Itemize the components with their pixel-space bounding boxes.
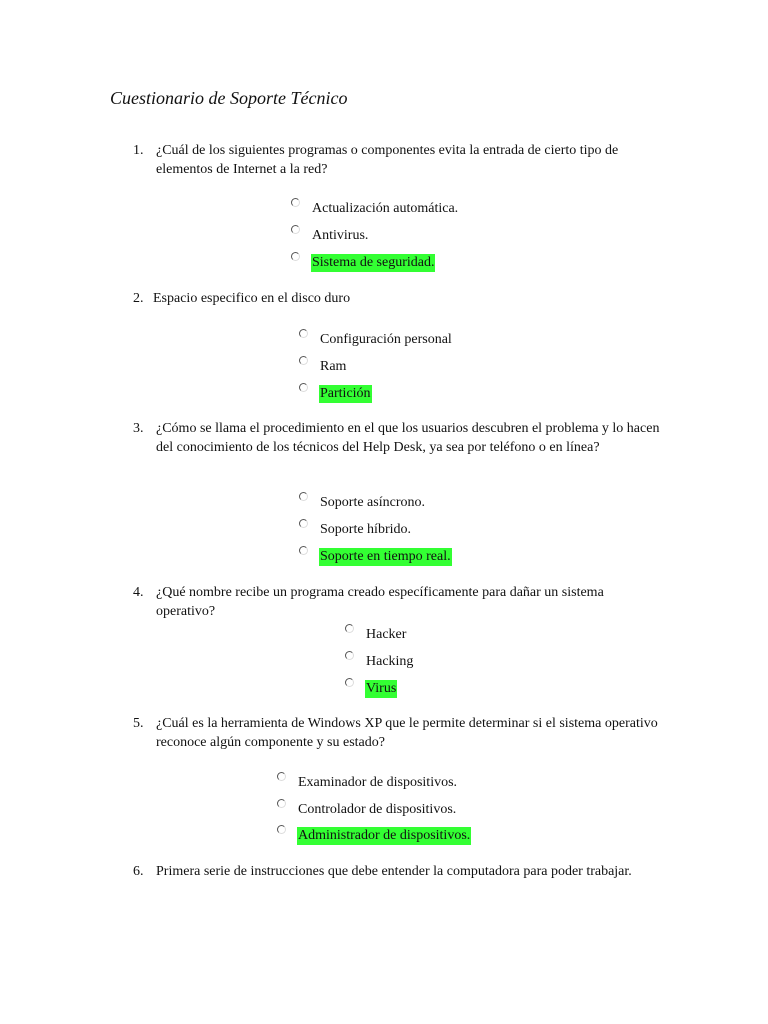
- radio-button[interactable]: [345, 678, 354, 687]
- question-text: ¿Cómo se llama el procedimiento en el que los usuarios descubren el problema y lo hacen del conocimiento de los técnicos del Help Desk, ya sea por teléfono o en línea?: [156, 421, 660, 455]
- answer-option-label: Administrador de dispositivos.: [298, 828, 471, 843]
- answer-option-label: Partición: [320, 386, 371, 401]
- answer-option-label: Hacker: [366, 627, 407, 642]
- radio-button[interactable]: [291, 225, 300, 234]
- question-3: [133, 420, 663, 478]
- answer-option-label: Sistema de seguridad.: [312, 255, 435, 270]
- radio-button[interactable]: [299, 329, 308, 338]
- page-title: Cuestionario de Soporte Técnico: [110, 88, 348, 108]
- radio-button[interactable]: [299, 356, 308, 365]
- radio-button[interactable]: [299, 519, 308, 528]
- answer-option-label: Configuración personal: [320, 332, 452, 347]
- question-4: [133, 584, 663, 624]
- answer-option-label: Controlador de dispositivos.: [298, 802, 457, 817]
- answer-option-label: Hacking: [366, 654, 414, 669]
- question-number: 4.: [133, 585, 144, 600]
- question-text: Primera serie de instrucciones que debe entender la computadora para poder trabajar.: [156, 864, 632, 879]
- question-number: 5.: [133, 716, 144, 731]
- radio-button[interactable]: [299, 546, 308, 555]
- answer-option-label: Examinador de dispositivos.: [298, 775, 458, 790]
- question-text: ¿Qué nombre recibe un programa creado específicamente para dañar un sistema operativo?: [156, 585, 604, 619]
- question-number: 3.: [133, 421, 144, 436]
- question-2: [133, 290, 663, 310]
- question-5: [133, 715, 663, 755]
- answer-option-label: Ram: [320, 359, 347, 374]
- question-1: [133, 142, 663, 182]
- question-6: [133, 863, 663, 903]
- question-text: ¿Cuál es la herramienta de Windows XP que le permite determinar si el sistema operativo reconoce algún componente y su estado?: [156, 716, 658, 750]
- radio-button[interactable]: [277, 772, 286, 781]
- answer-option-label: Antivirus.: [312, 228, 369, 243]
- radio-button[interactable]: [345, 651, 354, 660]
- radio-button[interactable]: [277, 799, 286, 808]
- question-number: 6.: [133, 864, 144, 879]
- radio-button[interactable]: [345, 624, 354, 633]
- answer-option-label: Soporte en tiempo real.: [320, 549, 451, 564]
- answer-option-label: Soporte híbrido.: [320, 522, 411, 537]
- radio-button[interactable]: [277, 825, 286, 834]
- question-number: 2.: [133, 291, 144, 306]
- question-text: Espacio especifico en el disco duro: [153, 291, 351, 306]
- question-number: 1.: [133, 143, 144, 158]
- radio-button[interactable]: [299, 492, 308, 501]
- radio-button[interactable]: [291, 252, 300, 261]
- radio-button[interactable]: [299, 383, 308, 392]
- question-text: ¿Cuál de los siguientes programas o componentes evita la entrada de cierto tipo de elementos de Internet a la red?: [156, 143, 619, 177]
- answer-option-label: Actualización automática.: [312, 201, 459, 216]
- radio-button[interactable]: [291, 198, 300, 207]
- answer-option-label: Soporte asíncrono.: [320, 495, 425, 510]
- answer-option-label: Virus: [366, 681, 397, 696]
